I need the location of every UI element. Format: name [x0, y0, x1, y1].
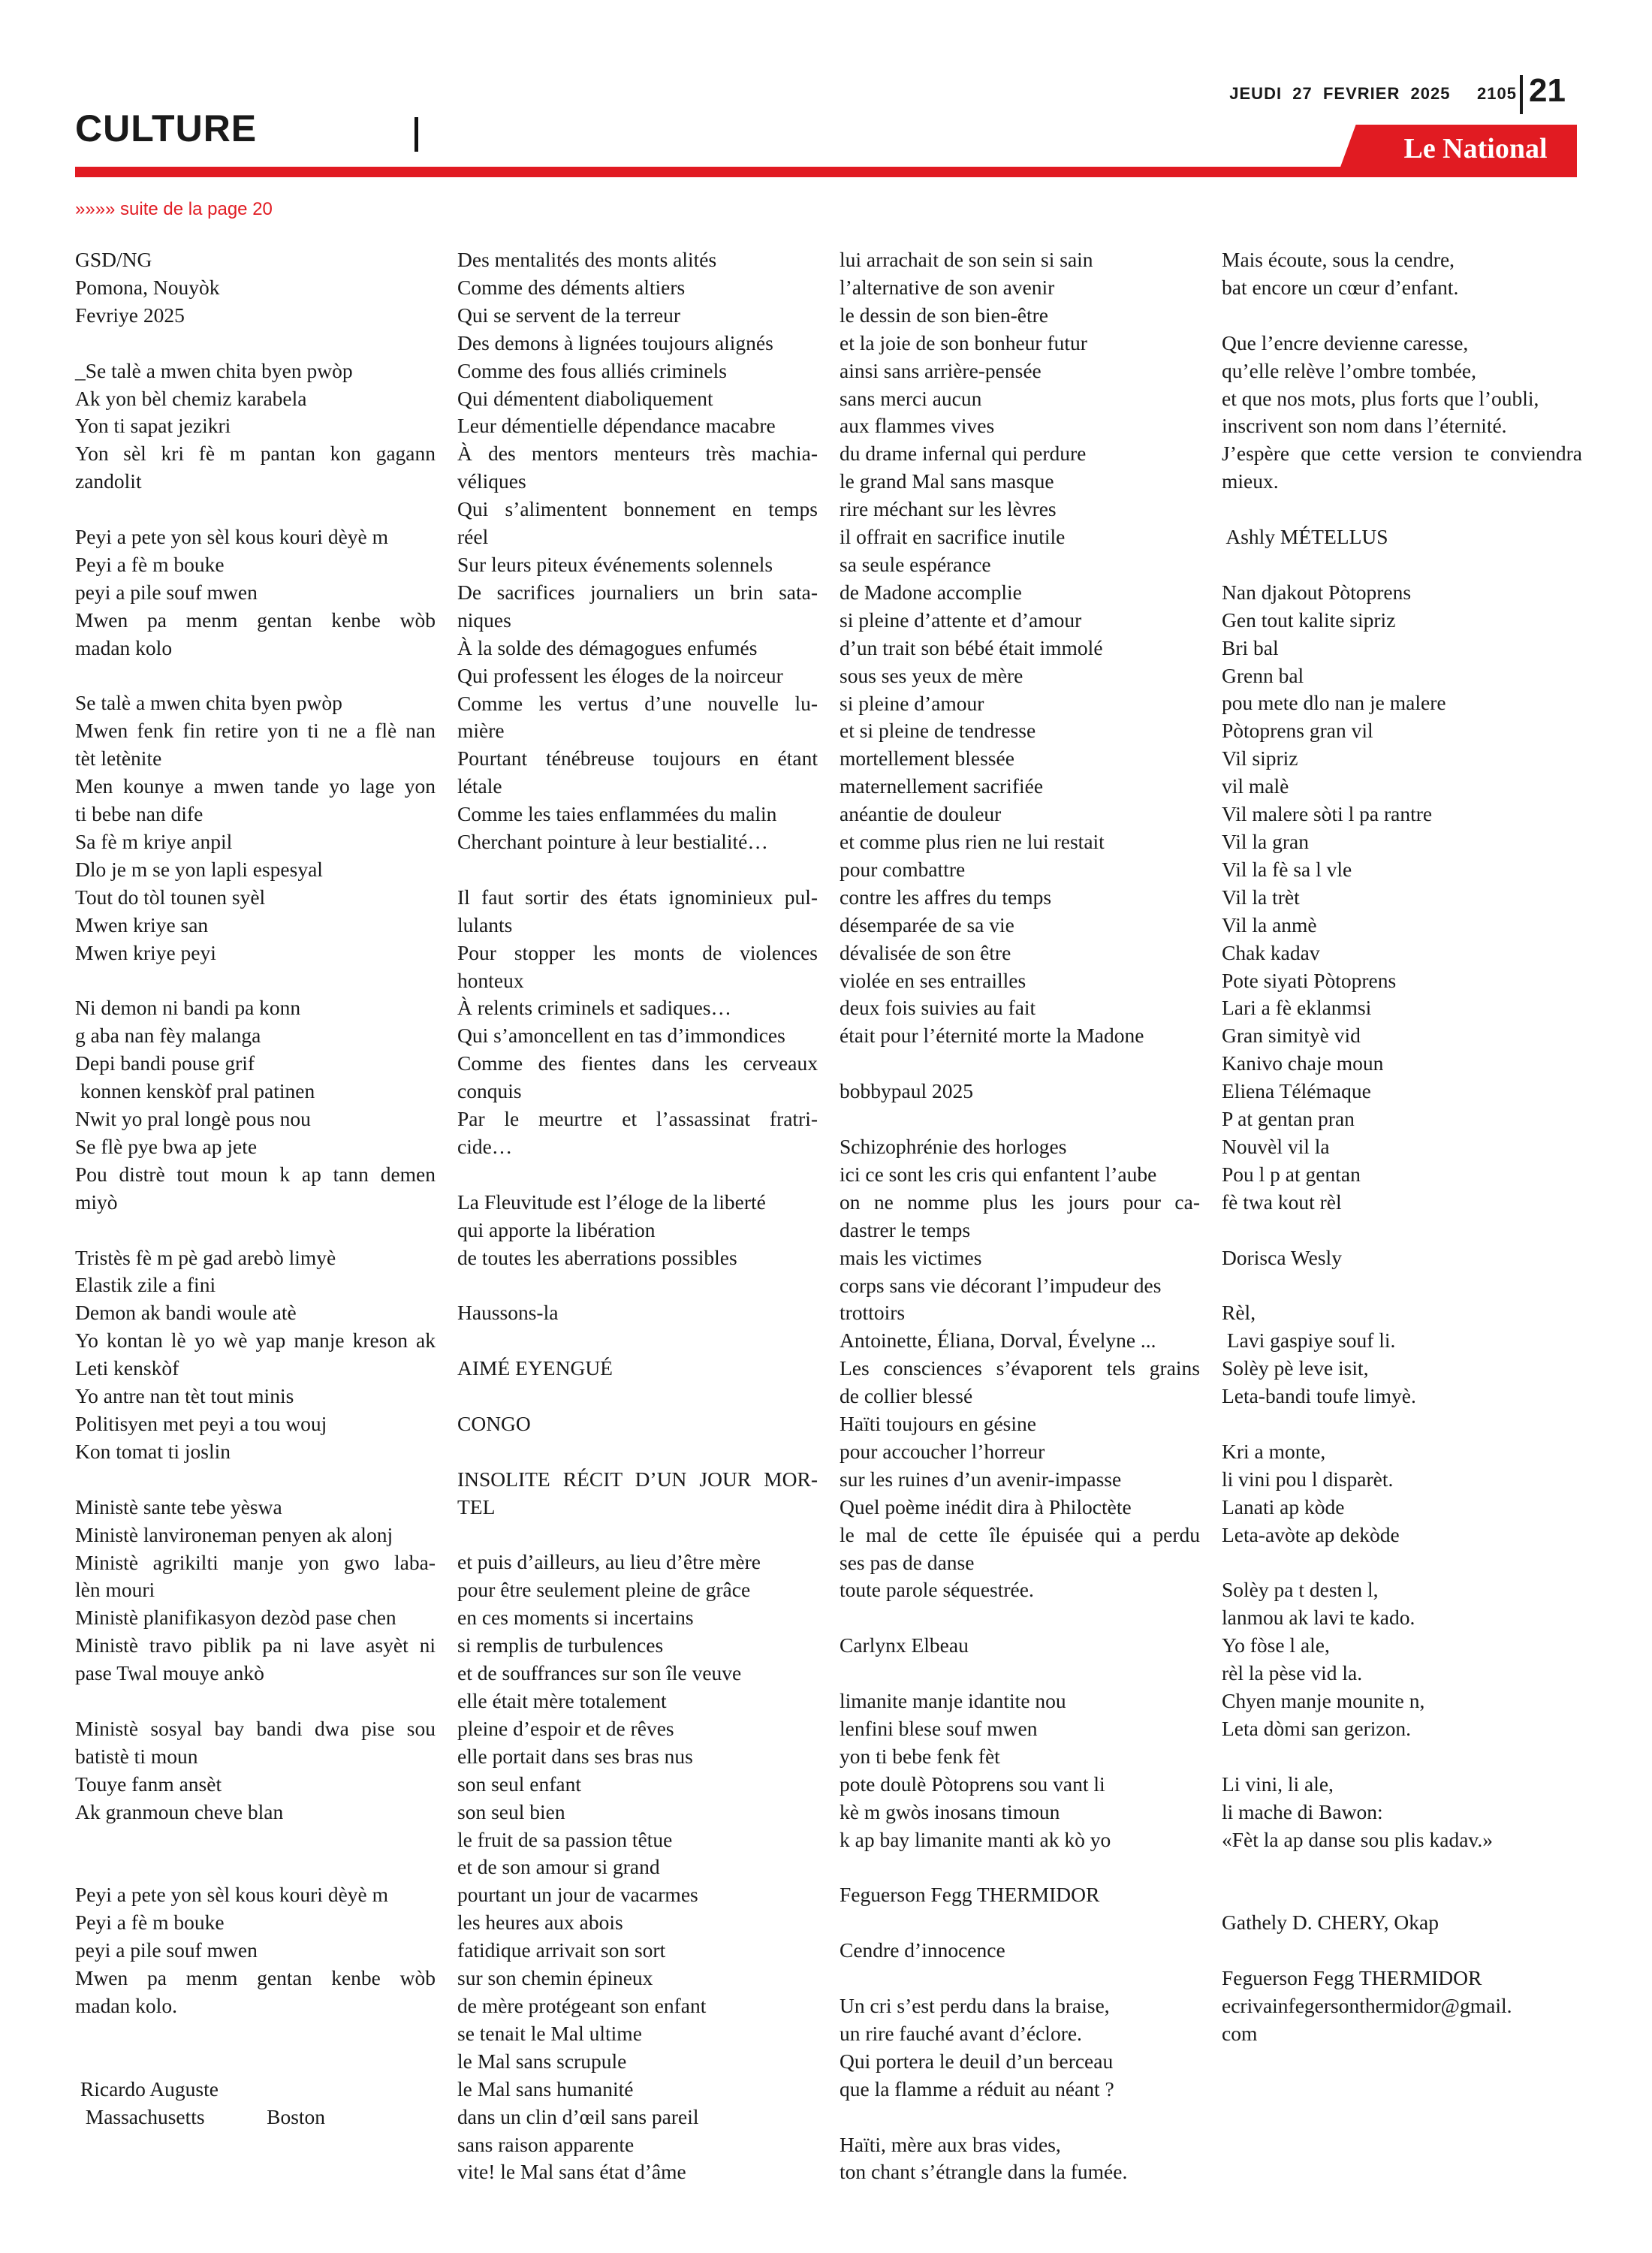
text-line: madan kolo.	[75, 1993, 177, 2017]
text-line: Vil la gran	[1222, 829, 1309, 853]
text-line: pour combattre	[840, 857, 966, 881]
text-line: k ap bay limanite manti ak kò yo	[840, 1827, 1111, 1851]
text-line: Se flè pye bwa ap jete	[75, 1134, 258, 1158]
text-line: que la flamme a réduit au néant ?	[840, 2077, 1114, 2101]
text-line: Un cri s’est perdu dans la braise,	[840, 1993, 1110, 2017]
text-line: Tristès fè m pè gad arebò limyè	[75, 1245, 336, 1269]
text-line: Ak yon bèl chemiz karabela	[75, 386, 307, 410]
text-line: Massachusetts Boston	[75, 2104, 326, 2128]
stanza-break	[75, 1687, 436, 1715]
section-title: CULTURE	[75, 107, 258, 149]
text-line: ton chant s’étrangle dans la fumée.	[840, 2160, 1128, 2184]
text-line: Ashly MÉTELLUS	[1222, 525, 1388, 549]
text-line: Men kounye a mwen tande yo lage yon	[75, 774, 436, 798]
stanza-break	[1222, 1410, 1582, 1438]
text-line: Vil la anmè	[1222, 912, 1317, 936]
text-line: Antoinette, Éliana, Dorval, Évelyne ...	[840, 1329, 1156, 1353]
text-line: Gen tout kalite sipriz	[1222, 608, 1396, 632]
text-line: Li vini, li ale,	[1222, 1772, 1334, 1796]
text-line: J’espère que cette version te conviendra	[1222, 442, 1582, 466]
stanza-break	[1222, 1853, 1582, 1881]
text-line: Qui s’amoncellent en tas d’immondices	[457, 1024, 785, 1048]
text-line: Lari a fè eklanmsi	[1222, 996, 1372, 1020]
text-line: mais les victimes	[840, 1245, 982, 1269]
text-line: À la solde des démagogues enfumés	[457, 635, 758, 659]
text-line: CONGO	[457, 1411, 531, 1435]
text-line: Qui portera le deuil d’un berceau	[840, 2049, 1114, 2073]
stanza-break	[840, 1660, 1200, 1687]
text-line: contre les affres du temps	[840, 885, 1052, 909]
text-line: désemparée de sa vie	[840, 912, 1014, 936]
text-line: Pou distrè tout moun k ap tann demen	[75, 1162, 436, 1186]
text-line: de collier blessé	[840, 1384, 973, 1408]
text-line: La Fleuvitude est l’éloge de la liberté	[457, 1190, 766, 1214]
stanza-break	[1222, 551, 1582, 579]
stanza-break	[840, 1965, 1200, 1992]
text-line: À des mentors menteurs très machia-	[457, 442, 818, 466]
text-line: com	[1222, 2021, 1258, 2045]
text-line: son seul enfant	[457, 1772, 581, 1796]
text-line: si pleine d’attente et d’amour	[840, 608, 1082, 632]
text-line: vil malè	[1222, 774, 1289, 798]
text-line: GSD/NG	[75, 248, 152, 271]
text-line: Mwen fenk fin retire yon ti ne a flè nan	[75, 719, 436, 743]
text-line: Leta-bandi toufe limyè.	[1222, 1384, 1416, 1408]
text-column-4	[1222, 246, 1582, 2048]
text-line: Mwen kriye peyi	[75, 940, 216, 964]
text-line: Yo kontan lè yo wè yap manje kreson ak	[75, 1329, 436, 1353]
text-line: corps sans vie décorant l’impudeur des	[840, 1273, 1162, 1297]
text-line: d’un trait son bébé était immolé	[840, 635, 1103, 659]
text-line: Ni demon ni bandi pa konn	[75, 996, 301, 1020]
text-line: Dlo je m se yon lapli espesyal	[75, 857, 323, 881]
text-column-3	[840, 246, 1200, 2186]
text-line: Mwen pa menm gentan kenbe wòb	[75, 1966, 436, 1990]
text-line: ecrivainfegersonthermidor@gmail.	[1222, 1993, 1512, 2017]
text-line: et puis d’ailleurs, au lieu d’être mère	[457, 1550, 761, 1574]
text-line: il offrait en sacrifice inutile	[840, 525, 1066, 549]
text-line: niques	[457, 608, 511, 632]
text-line: de toutes les aberrations possibles	[457, 1245, 737, 1269]
text-line: Ricardo Auguste	[75, 2077, 219, 2101]
text-line: INSOLITE RÉCIT D’UN JOUR MOR-	[457, 1467, 818, 1491]
text-line: li mache di Bawon:	[1222, 1799, 1383, 1823]
text-line: Politisyen met peyi a tou wouj	[75, 1411, 327, 1435]
text-line: Fevriye 2025	[75, 303, 185, 327]
text-line: fatidique arrivait son sort	[457, 1938, 666, 1962]
text-line: son seul bien	[457, 1799, 565, 1823]
stanza-break	[75, 1853, 436, 1881]
stanza-break	[1222, 1549, 1582, 1577]
text-line: lui arrachait de son sein si sain	[840, 248, 1093, 271]
text-line: Comme les taies enflammées du malin	[457, 802, 777, 826]
text-line: Pòtoprens gran vil	[1222, 719, 1373, 743]
text-line: qui apporte la libération	[457, 1217, 656, 1241]
text-line: pote doulè Pòtoprens sou vant li	[840, 1772, 1105, 1796]
text-line: anéantie de douleur	[840, 802, 1002, 826]
text-line: pase Twal mouye ankò	[75, 1661, 264, 1685]
text-line: maternellement sacrifiée	[840, 774, 1044, 798]
stanza-break	[1222, 1271, 1582, 1299]
text-line: li vini pou l disparèt.	[1222, 1467, 1394, 1491]
text-line: Vil sipriz	[1222, 746, 1298, 771]
text-line: fè twa kout rèl	[1222, 1190, 1342, 1214]
text-line: lulants	[457, 912, 513, 936]
text-line: Ministè lanvironeman penyen ak alonj	[75, 1522, 393, 1546]
text-line: g aba nan fèy malanga	[75, 1024, 261, 1048]
text-line: sa seule espérance	[840, 552, 991, 576]
text-line: ses pas de danse	[840, 1550, 975, 1574]
text-line: yon ti bebe fenk fèt	[840, 1744, 1000, 1768]
text-line: dévalisée de son être	[840, 940, 1011, 964]
text-line: Mais écoute, sous la cendre,	[1222, 248, 1455, 271]
text-line: Comme des déments altiers	[457, 275, 686, 299]
text-line: le Mal sans scrupule	[457, 2049, 627, 2073]
text-line: Comme des fientes dans les cerveaux	[457, 1051, 818, 1075]
stanza-break	[457, 856, 818, 884]
text-line: Peyi a pete yon sèl kous kouri dèyè m	[75, 1883, 388, 1907]
text-line: Feguerson Fegg THERMIDOR	[840, 1883, 1100, 1907]
text-line: pour être seulement pleine de grâce	[457, 1578, 751, 1602]
stanza-break	[75, 2048, 436, 2076]
text-line: toute parole séquestrée.	[840, 1578, 1034, 1602]
text-line: deux fois suivies au fait	[840, 996, 1036, 1020]
text-line: Ak granmoun cheve blan	[75, 1799, 284, 1823]
text-line: et si pleine de tendresse	[840, 719, 1036, 743]
text-line: pou mete dlo nan je malere	[1222, 691, 1446, 715]
text-line: Kanivo chaje moun	[1222, 1051, 1384, 1075]
text-line: Grenn bal	[1222, 663, 1304, 687]
stanza-break	[1222, 1881, 1582, 1909]
stanza-break	[840, 1854, 1200, 1882]
text-line: Haïti toujours en gésine	[840, 1412, 1036, 1436]
stanza-break	[75, 1217, 436, 1244]
text-line: mortellement blessée	[840, 746, 1014, 771]
text-line: mière	[457, 719, 505, 743]
text-line: Les consciences s’évaporent tels grains	[840, 1356, 1200, 1380]
text-line: ti bebe nan dife	[75, 802, 203, 826]
text-line: du drame infernal qui perdure	[840, 442, 1087, 466]
stanza-break	[1222, 302, 1582, 330]
text-line: lèn mouri	[75, 1578, 155, 1602]
stanza-break	[75, 330, 436, 357]
text-line: les heures aux abois	[457, 1911, 623, 1935]
text-line: Yon sèl kri fè m pantan kon gagann	[75, 442, 436, 466]
text-line: sans raison apparente	[457, 2132, 635, 2156]
text-line: peyi a pile souf mwen	[75, 1938, 258, 1962]
text-line: Haussons-la	[457, 1301, 559, 1325]
text-line: Par le meurtre et l’assassinat fratri-	[457, 1107, 818, 1131]
text-line: zandolit	[75, 469, 142, 493]
text-line: sur les ruines d’un avenir-impasse	[840, 1467, 1122, 1491]
text-line: sous ses yeux de mère	[840, 663, 1023, 687]
text-line: Leta dòmi san gerizon.	[1222, 1716, 1411, 1740]
text-line: Touye fanm ansèt	[75, 1772, 222, 1796]
text-line: Schizophrénie des horloges	[840, 1134, 1067, 1158]
text-line: peyi a pile souf mwen	[75, 580, 258, 604]
stanza-break	[457, 1383, 818, 1410]
text-line: le Mal sans humanité	[457, 2077, 634, 2101]
text-line: si pleine d’amour	[840, 691, 984, 715]
text-line: kè m gwòs inosans timoun	[840, 1799, 1060, 1823]
text-line: Peyi a fè m bouke	[75, 1911, 225, 1935]
text-line: ainsi sans arrière-pensée	[840, 358, 1042, 382]
text-line: un rire fauché avant d’éclore.	[840, 2021, 1082, 2045]
stanza-break	[457, 1327, 818, 1355]
text-line: et la joie de son bonheur futur	[840, 330, 1087, 354]
text-line: TEL	[457, 1494, 496, 1519]
text-line: Yo fòse l ale,	[1222, 1633, 1330, 1657]
text-line: elle était mère totalement	[457, 1689, 667, 1713]
stanza-break	[840, 2104, 1200, 2131]
text-line: Nan djakout Pòtoprens	[1222, 580, 1412, 604]
text-line: Ministè travo piblik pa ni lave asyèt ni	[75, 1633, 436, 1657]
section-divider	[415, 117, 418, 152]
text-line: Qui s’alimentent bonnement en temps	[457, 497, 818, 521]
stanza-break	[75, 2020, 436, 2048]
text-line: Dorisca Wesly	[1222, 1245, 1342, 1269]
text-line: Gran simityè vid	[1222, 1024, 1361, 1048]
text-line: on ne nomme plus les jours pour ca-	[840, 1190, 1200, 1214]
text-line: Solèy pa t desten l,	[1222, 1578, 1379, 1602]
text-line: De sacrifices journaliers un brin sata-	[457, 580, 818, 604]
text-line: de mère protégeant son enfant	[457, 1993, 707, 2017]
text-column-1	[75, 246, 436, 2131]
text-line: Vil malere sòti l pa rantre	[1222, 802, 1433, 826]
text-line: rèl la pèse vid la.	[1222, 1661, 1363, 1685]
stanza-break	[1222, 1937, 1582, 1965]
text-line: Quel poème inédit dira à Philoctète	[840, 1494, 1132, 1519]
text-line: Qui professent les éloges de la noirceur	[457, 663, 783, 687]
text-line: batistè ti moun	[75, 1744, 198, 1768]
text-line: Lanati ap kòde	[1222, 1494, 1345, 1519]
text-line: Comme les vertus d’une nouvelle lu-	[457, 691, 818, 715]
text-line: Leur démentielle dépendance macabre	[457, 414, 776, 438]
text-line: Haïti, mère aux bras vides,	[840, 2132, 1061, 2156]
text-line: miyò	[75, 1190, 118, 1214]
text-line: et de son amour si grand	[457, 1855, 660, 1879]
text-line: sur son chemin épineux	[457, 1966, 653, 1990]
text-line: Cherchant pointure à leur bestialité…	[457, 830, 768, 854]
text-line: _Se talè a mwen chita byen pwòp	[75, 358, 353, 382]
text-line: bat encore un cœur d’enfant.	[1222, 275, 1459, 299]
stanza-break	[75, 1826, 436, 1854]
text-line: violée en ses entrailles	[840, 968, 1026, 992]
text-line: de Madone accomplie	[840, 580, 1022, 604]
text-line: Leta-avòte ap dekòde	[1222, 1522, 1400, 1546]
text-line: si remplis de turbulences	[457, 1633, 664, 1657]
text-line: honteux	[457, 968, 524, 992]
text-line: Pourtant ténébreuse toujours en étant	[457, 746, 818, 771]
text-line: Pour stopper les monts de violences	[457, 940, 818, 964]
text-line: le grand Mal sans masque	[840, 469, 1054, 493]
text-line: Chak kadav	[1222, 940, 1320, 964]
stanza-break	[1222, 1743, 1582, 1771]
text-line: P at gentan pran	[1222, 1107, 1355, 1131]
text-line: Feguerson Fegg THERMIDOR	[1222, 1966, 1482, 1990]
text-line: Des demons à lignées toujours alignés	[457, 330, 773, 354]
text-line: Nouvèl vil la	[1222, 1134, 1330, 1158]
text-line: Comme des fous alliés criminels	[457, 358, 727, 382]
text-line: Peyi a pete yon sèl kous kouri dèyè m	[75, 525, 388, 549]
text-line: Mwen pa menm gentan kenbe wòb	[75, 608, 436, 632]
text-line: qu’elle relève l’ombre tombée,	[1222, 358, 1477, 382]
text-line: Qui démentent diaboliquement	[457, 386, 713, 410]
text-line: réel	[457, 525, 489, 549]
text-line: Eliena Télémaque	[1222, 1079, 1371, 1103]
text-line: lanmou ak lavi te kado.	[1222, 1606, 1415, 1630]
text-line: AIMÉ EYENGUÉ	[457, 1356, 613, 1380]
text-line: conquis	[457, 1079, 522, 1103]
text-line: Il faut sortir des états ignominieux pul-	[457, 885, 818, 909]
text-line: le mal de cette île épuisée qui a perdu	[840, 1522, 1200, 1546]
text-line: se tenait le Mal ultime	[457, 2021, 642, 2045]
text-line: Yon ti sapat jezikri	[75, 414, 231, 438]
text-line: Gathely D. CHERY, Okap	[1222, 1911, 1439, 1935]
page-number-divider	[1520, 75, 1523, 114]
text-line: en ces moments si incertains	[457, 1606, 694, 1630]
text-line: Ministè sante tebe yèswa	[75, 1494, 282, 1519]
text-line: Des mentalités des monts alités	[457, 248, 717, 271]
text-line: Pote siyati Pòtoprens	[1222, 968, 1397, 992]
text-line: pleine d’espoir et de rêves	[457, 1716, 674, 1740]
text-line: Tout do tòl tounen syèl	[75, 885, 266, 909]
text-line: Cendre d’innocence	[840, 1938, 1005, 1962]
text-line: Se talè a mwen chita byen pwòp	[75, 691, 342, 715]
text-line: Qui se servent de la terreur	[457, 303, 681, 327]
text-line: dans un clin d’œil sans pareil	[457, 2104, 699, 2128]
text-line: le dessin de son bien-être	[840, 303, 1048, 327]
text-line: lenfini blese souf mwen	[840, 1716, 1038, 1740]
text-line: konnen kenskòf pral patinen	[75, 1079, 315, 1103]
text-line: létale	[457, 774, 502, 798]
text-line: le fruit de sa passion têtue	[457, 1827, 673, 1851]
text-line: Solèy pè leve isit,	[1222, 1356, 1369, 1380]
text-line: trottoirs	[840, 1301, 906, 1325]
text-line: Sur leurs piteux événements solennels	[457, 552, 773, 576]
text-line: l’alternative de son avenir	[840, 275, 1055, 299]
continued-from-label: »»»» suite de la page 20	[75, 199, 273, 219]
text-line: inscrivent son nom dans l’éternité.	[1222, 414, 1507, 438]
text-line: aux flammes vives	[840, 414, 995, 438]
text-line: sans merci aucun	[840, 386, 982, 410]
text-line: Ministè planifikasyon dezòd pase chen	[75, 1606, 396, 1630]
stanza-break	[1222, 1217, 1582, 1244]
text-line: bobbypaul 2025	[840, 1079, 973, 1103]
text-line: elle portait dans ses bras nus	[457, 1744, 693, 1768]
stanza-break	[457, 1272, 818, 1300]
text-line: et comme plus rien ne lui restait	[840, 830, 1105, 854]
text-line: Bri bal	[1222, 635, 1279, 659]
text-line: Carlynx Elbeau	[840, 1633, 969, 1657]
text-line: limanite manje idantite nou	[840, 1689, 1066, 1713]
text-line: Que l’encre devienne caresse,	[1222, 330, 1469, 354]
text-line: Kri a monte,	[1222, 1439, 1326, 1463]
stanza-break	[75, 496, 436, 523]
stanza-break	[457, 1438, 818, 1466]
text-line: cide…	[457, 1134, 513, 1158]
stanza-break	[457, 1522, 818, 1549]
text-line: pour accoucher l’horreur	[840, 1439, 1045, 1463]
text-line: était pour l’éternité morte la Madone	[840, 1024, 1144, 1048]
text-line: véliques	[457, 469, 526, 493]
text-line: Mwen kriye san	[75, 912, 209, 936]
text-line: Depi bandi pouse grif	[75, 1051, 255, 1075]
text-line: Elastik zile a fini	[75, 1273, 216, 1297]
text-line: Chyen manje mounite n,	[1222, 1689, 1425, 1713]
page-number: 21	[1529, 72, 1566, 109]
text-line: mieux.	[1222, 469, 1279, 493]
text-line: tèt letènite	[75, 746, 162, 771]
text-line: Ministè agrikilti manje yon gwo laba-	[75, 1550, 436, 1574]
text-line: Demon ak bandi woule atè	[75, 1301, 297, 1325]
issue-date: JEUDI 27 FEVRIER 2025 2105	[1229, 84, 1517, 103]
text-line: rire méchant sur les lèvres	[840, 497, 1057, 521]
text-line: dastrer le temps	[840, 1217, 971, 1241]
text-line: Pou l p at gentan	[1222, 1162, 1361, 1186]
text-line: Leti kenskòf	[75, 1356, 179, 1380]
text-column-2	[457, 246, 818, 2186]
text-line: pourtant un jour de vacarmes	[457, 1883, 698, 1907]
stanza-break	[75, 967, 436, 995]
stanza-break	[840, 1909, 1200, 1937]
text-line: Ministè sosyal bay bandi dwa pise sou	[75, 1716, 436, 1740]
text-line: Vil la trèt	[1222, 885, 1300, 909]
text-line: «Fèt la ap danse sou plis kadav.»	[1222, 1827, 1493, 1851]
text-line: ici ce sont les cris qui enfantent l’aube	[840, 1162, 1157, 1186]
brand-name: Le National	[1403, 133, 1548, 164]
stanza-break	[1222, 496, 1582, 523]
stanza-break	[457, 1161, 818, 1189]
text-line: madan kolo	[75, 635, 173, 659]
text-line: et que nos mots, plus forts que l’oubli,	[1222, 386, 1539, 410]
text-line: et de souffrances sur son île veuve	[457, 1661, 742, 1685]
stanza-break	[840, 1050, 1200, 1078]
stanza-break	[840, 1105, 1200, 1133]
text-line: Rèl,	[1222, 1301, 1256, 1325]
text-line: Yo antre nan tèt tout minis	[75, 1384, 294, 1408]
text-line: À relents criminels et sadiques…	[457, 996, 732, 1020]
text-line: Peyi a fè m bouke	[75, 552, 225, 576]
text-line: Pomona, Nouyòk	[75, 275, 220, 299]
stanza-break	[840, 1604, 1200, 1632]
text-line: Sa fè m kriye anpil	[75, 829, 233, 853]
header-rule	[75, 167, 1577, 177]
text-line: Kon tomat ti joslin	[75, 1439, 231, 1463]
stanza-break	[75, 1466, 436, 1494]
stanza-break	[75, 662, 436, 690]
text-line: vite! le Mal sans état d’âme	[457, 2160, 686, 2184]
text-line: Lavi gaspiye souf li.	[1222, 1329, 1396, 1353]
text-line: Nwit yo pral longè pous nou	[75, 1107, 311, 1131]
text-line: Vil la fè sa l vle	[1222, 857, 1352, 881]
